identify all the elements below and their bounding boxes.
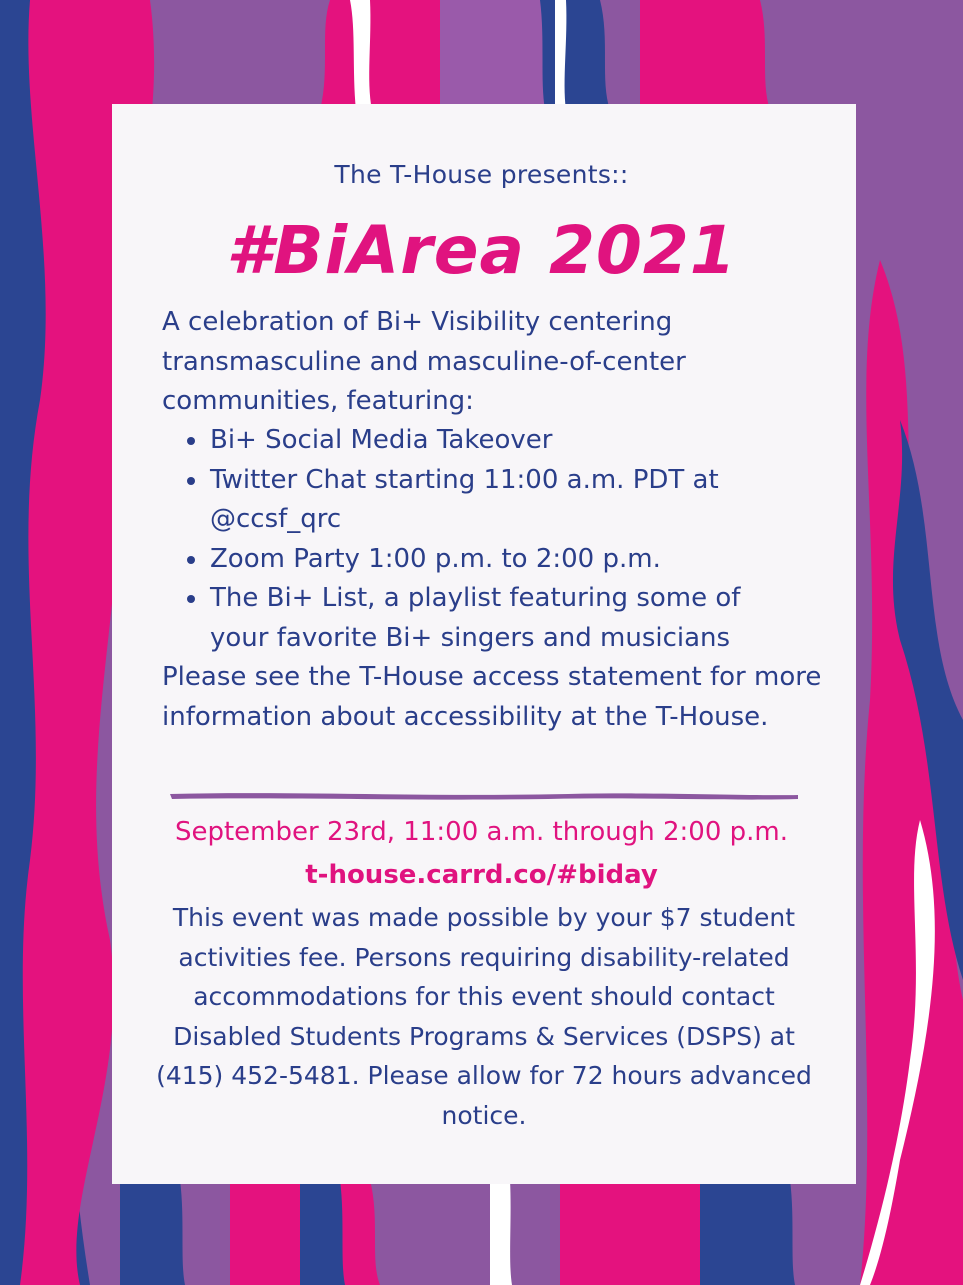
feature-list bbox=[162, 421, 802, 658]
intro-text: A celebration of Bi+ Visibility centering transmasculine and masculine-of-center communities, featuring: bbox=[162, 307, 686, 416]
feature-item: Zoom Party 1:00 p.m. to 2:00 p.m. bbox=[210, 540, 802, 580]
event-dates: September 23rd, 11:00 a.m. through 2:00 p.m. bbox=[174, 817, 788, 847]
brush-divider bbox=[168, 786, 800, 806]
presenter-line: The T-House presents:: bbox=[334, 160, 629, 189]
feature-item: The Bi+ List, a playlist featuring some of your favorite Bi+ singers and musicians bbox=[210, 579, 802, 658]
access-statement: Please see the T-House access statement for more information about accessibility at the T-House. bbox=[162, 662, 822, 732]
feature-item: Bi+ Social Media Takeover bbox=[210, 421, 802, 461]
feature-item: Twitter Chat starting 11:00 a.m. PDT at @ccsf_qrc bbox=[210, 461, 802, 540]
event-title: #BiArea 2021 bbox=[226, 212, 737, 289]
event-link[interactable]: t-house.carrd.co/#biday bbox=[305, 860, 658, 890]
funding-notice: This event was made possible by your $7 student activities fee. Persons requiring disability-related accommodations for this event should contact Disabled Students Programs & Services (DSPS) at (415) 452-5481. Please allow for 72 hours advanced notice. bbox=[156, 903, 812, 1130]
